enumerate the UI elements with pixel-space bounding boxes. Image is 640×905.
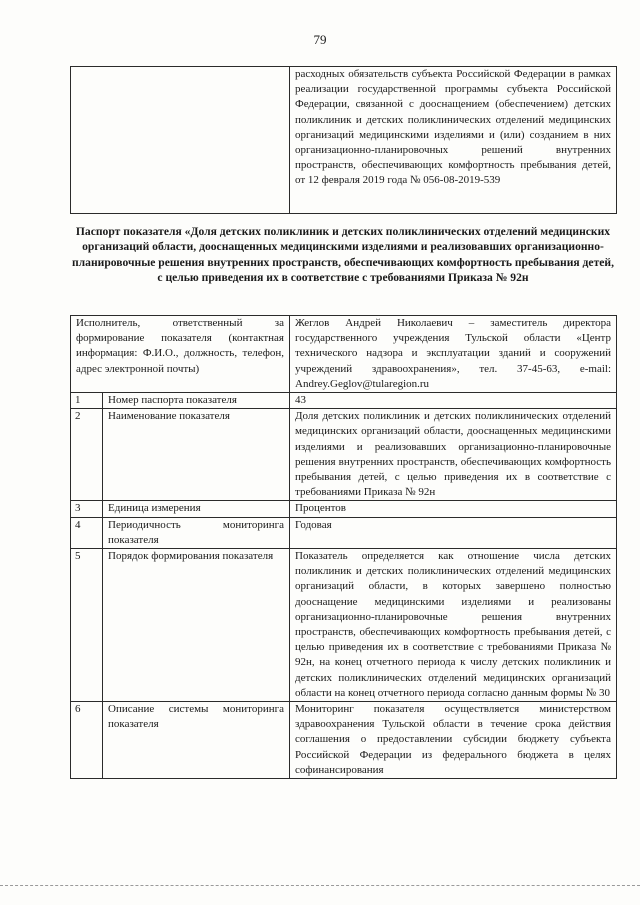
table-row bbox=[71, 501, 617, 517]
row-number: 3 bbox=[71, 501, 103, 517]
page-cut-edge bbox=[0, 885, 640, 887]
row-number: 1 bbox=[71, 393, 103, 409]
table-row bbox=[71, 409, 617, 501]
row-value: Показатель определяется как отношение числа детских поликлиник и детских поликлинических отделений медицинских организаций области, в которых завершено полностью дооснащение медицинскими изделиями и реализованы организационно-планировочные решения внутренних пространств, обеспечивающих комфортность пребывания детей, с целью приведения их в соответствие с требованиями Приказа № 92н, на конец отчетного периода к числу детских поликлиник и детских поликлинических отделений медицинских организаций области на конец отчетного периода согласно данным формы № 30 bbox=[290, 549, 617, 702]
row-label: Наименование показателя bbox=[103, 409, 290, 501]
row-value: Доля детских поликлиник и детских поликлинических отделений медицинских организаций области, дооснащенных медицинскими изделиями и реализовавших организационно-планировочные решения внутренних пространств, обеспечивающих комфортность пребывания детей, с целью приведения их в соответствие с требованиями Приказа № 92н bbox=[290, 409, 617, 501]
page-number: 79 bbox=[313, 32, 327, 47]
table-row bbox=[71, 67, 617, 214]
row-label: Номер паспорта показателя bbox=[103, 393, 290, 409]
row-number: 4 bbox=[71, 517, 103, 548]
row-value: 43 bbox=[290, 393, 617, 409]
row-number: 5 bbox=[71, 549, 103, 702]
table-row bbox=[71, 393, 617, 409]
section-heading: Паспорт показателя «Доля детских поликлиник и детских поликлинических отделений медицинских организаций области, дооснащенных медицинскими изделиями и реализовавших организационно-планировочные решения внутренних пространств, обеспечивающих комфортность пребывания детей, с целью приведения их в соответствие с требованиями Приказа № 92н bbox=[72, 225, 614, 285]
row-value: Процентов bbox=[290, 501, 617, 517]
empty-cell bbox=[71, 67, 290, 214]
row-number: 6 bbox=[71, 702, 103, 779]
table-row bbox=[71, 517, 617, 548]
row-label: Периодичность мониторинга показателя bbox=[103, 517, 290, 548]
table-row bbox=[71, 702, 617, 779]
agreement-text-cell: расходных обязательств субъекта Российской Федерации в рамках реализации государственной программы субъекта Российской Федерации, связанной с дооснащением (обеспечением) детских поликлиник и детских поликлинических отделений медицинских организаций медицинскими изделиями и (или) созданием в них организационно-планировочных решений внутренних пространств, обеспечивающих комфортность пребывания детей, от 12 февраля 2019 года № 056-08-2019-539 bbox=[290, 67, 617, 214]
row-number: 2 bbox=[71, 409, 103, 501]
indicator-passport-table bbox=[70, 315, 617, 779]
executor-label-cell: Исполнитель, ответственный за формирование показателя (контактная информация: Ф.И.О., должность, телефон, адрес электронной почты) bbox=[71, 316, 290, 393]
table-row bbox=[71, 549, 617, 702]
row-label: Единица измерения bbox=[103, 501, 290, 517]
row-value: Годовая bbox=[290, 517, 617, 548]
table-row-executor bbox=[71, 316, 617, 393]
continuation-table bbox=[70, 66, 617, 214]
row-value: Мониторинг показателя осуществляется министерством здравоохранения Тульской области в течение срока действия соглашения о предоставлении субсидии бюджету субъекта Российской Федерации из федерального бюджета в целях софинансирования bbox=[290, 702, 617, 779]
executor-value-cell: Жеглов Андрей Николаевич – заместитель директора государственного учреждения Тульской области «Центр технического надзора и эксплуатации зданий и сооружений учреждений здравоохранения», тел. 37-45-63, e-mail: Andrey.Geglov@tularegion.ru bbox=[290, 316, 617, 393]
row-label: Описание системы мониторинга показателя bbox=[103, 702, 290, 779]
row-label: Порядок формирования показателя bbox=[103, 549, 290, 702]
